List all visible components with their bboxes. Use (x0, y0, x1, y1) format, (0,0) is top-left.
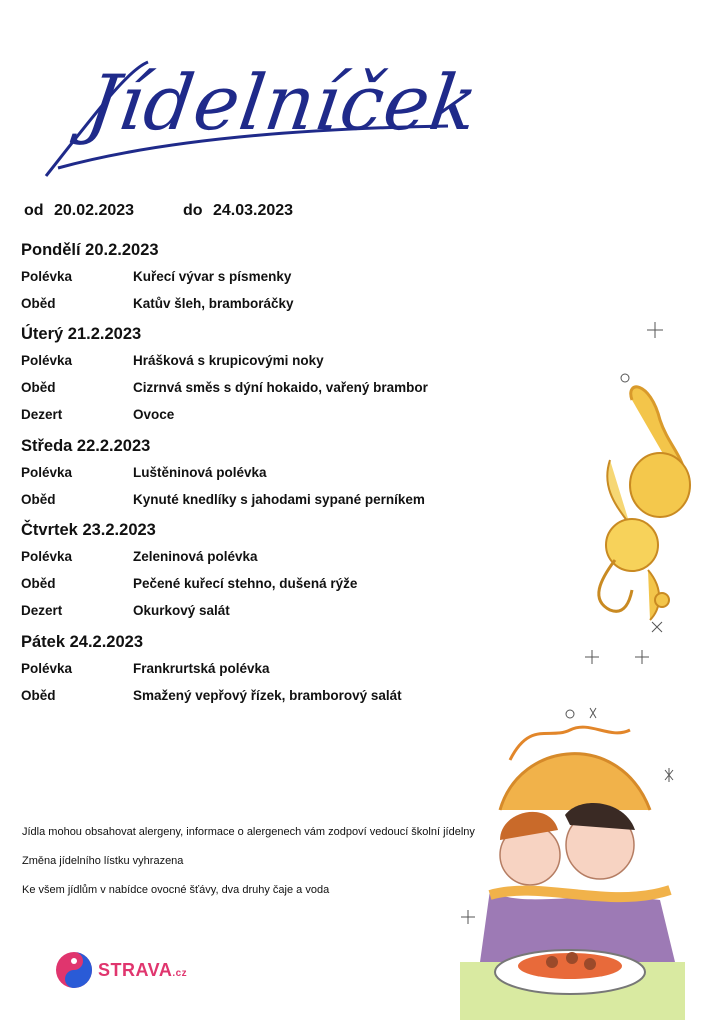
day-thursday (21, 520, 501, 621)
menu-category: Oběd (21, 576, 56, 591)
strava-logo[interactable] (54, 950, 187, 990)
menu-dish: Zeleninová polévka (133, 549, 258, 564)
menu-dish: Cizrnvá směs s dýní hokaido, vařený brambor (133, 380, 428, 395)
title-area (38, 40, 484, 190)
note-changes: Změna jídelního lístku vyhrazena (22, 855, 184, 867)
page-title: Jídelníček (81, 58, 484, 147)
note-allergens: Jídla mohou obsahovat alergeny, informace o alergenech vám zodpoví vedoucí školní jídelny (22, 826, 475, 838)
menu-dish: Pečené kuřecí stehno, dušená rýže (133, 576, 358, 591)
menu-row (21, 404, 501, 425)
day-heading: Čtvrtek 23.2.2023 (21, 521, 156, 539)
menu-dish: Ovoce (133, 407, 175, 422)
menu-row (21, 685, 501, 706)
menu-row (21, 266, 501, 287)
date-range (24, 202, 299, 220)
menu-category: Oběd (21, 380, 56, 395)
menu-category: Polévka (21, 353, 73, 368)
menu-row (21, 350, 501, 371)
from-label: od (24, 202, 44, 219)
day-monday (21, 240, 501, 314)
day-heading: Pondělí 20.2.2023 (21, 241, 159, 259)
cupid-illustration (570, 310, 710, 670)
menu-category: Oběd (21, 296, 56, 311)
menu-dish: Okurkový salát (133, 603, 230, 618)
day-friday (21, 632, 501, 706)
menu-row (21, 546, 501, 567)
menu-dish: Kynuté knedlíky s jahodami sypané perníkem (133, 492, 425, 507)
menu-dish: Hrášková s krupicovými noky (133, 353, 324, 368)
menu-row (21, 462, 501, 483)
menu-dish: Katův šleh, bramboráčky (133, 296, 294, 311)
menu-category: Oběd (21, 492, 56, 507)
from-date: 20.02.2023 (54, 202, 135, 219)
day-tuesday (21, 324, 501, 425)
menu-category: Dezert (21, 603, 63, 618)
menu-category: Dezert (21, 407, 63, 422)
menu-row (21, 377, 501, 398)
menu-row (21, 293, 501, 314)
strava-logo-icon (54, 950, 94, 990)
footer-notes (22, 826, 475, 913)
menu-dish: Luštěninová polévka (133, 465, 267, 480)
to-label: do (182, 202, 203, 219)
day-heading: Středa 22.2.2023 (21, 437, 151, 455)
day-wednesday (21, 436, 501, 510)
menu-row (21, 573, 501, 594)
menu-category: Polévka (21, 465, 73, 480)
day-heading: Pátek 24.2.2023 (21, 633, 144, 651)
children-eating-spaghetti-illustration (460, 700, 690, 1020)
menu-category: Polévka (21, 269, 73, 284)
strava-logo-text: STRAVA.cz (98, 959, 188, 980)
menu-dish: Frankrurtská polévka (133, 661, 270, 676)
menu-dish: Kuřecí vývar s písmenky (133, 269, 292, 284)
to-date: 24.03.2023 (212, 202, 294, 219)
menu-category: Oběd (21, 688, 56, 703)
menu-row (21, 489, 501, 510)
menu-row (21, 658, 501, 679)
note-drinks: Ke všem jídlům v nabídce ovocné šťávy, dva druhy čaje a voda (22, 884, 330, 896)
day-heading: Úterý 21.2.2023 (21, 325, 142, 343)
menu-category: Polévka (21, 661, 73, 676)
menu-dish: Smažený vepřový řízek, bramborový salát (133, 688, 402, 703)
menu-category: Polévka (21, 549, 73, 564)
menu-row (21, 600, 501, 621)
